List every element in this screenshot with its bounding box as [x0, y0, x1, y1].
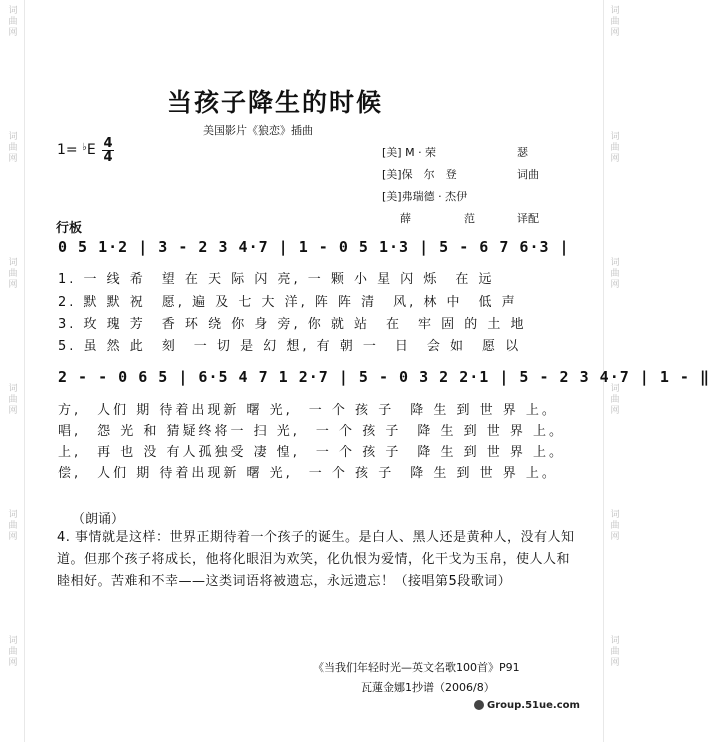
watermark-char: 词: [610, 258, 620, 268]
copyist-note: 瓦蓮金娜1抄谱（2006/8）: [361, 681, 495, 694]
watermark-char: 网: [8, 658, 18, 668]
lyric-line: 唱, 怨 光 和 猜疑终将一 扫 光, 一 个 孩 子 降 生 到 世 界 上。: [58, 424, 565, 439]
lyric-line: 1. 一 线 希 望 在 天 际 闪 亮, 一 颗 小 星 闪 烁 在 远: [58, 272, 495, 287]
key-note: E: [86, 142, 96, 158]
watermark-char: 词: [610, 6, 620, 16]
lyric-line: 偿, 人们 期 待着出现新 曙 光, 一 个 孩 子 降 生 到 世 界 上。: [58, 466, 558, 481]
watermark-char: 词: [8, 510, 18, 520]
watermark-group: [604, 630, 626, 756]
watermark-char: 网: [610, 532, 620, 542]
watermark-char: 词: [8, 6, 18, 16]
translator-name-2: 范: [464, 212, 475, 225]
lyric-line: 3. 玫 瑰 芳 香 环 绕 你 身 旁, 你 就 站 在 牢 固 的 土 地: [58, 317, 527, 332]
song-subtitle: 美国影片《狼恋》插曲: [203, 124, 313, 137]
watermark-group: [2, 0, 24, 126]
watermark-char: 曲: [8, 269, 18, 279]
score-line-1: 0 5 1·2 | 3 - 2 3 4·7 | 1 - 0 5 1·3 | 5 - 6 7 6·3 |: [58, 238, 570, 256]
translator-role: 译配: [517, 212, 539, 225]
watermark-char: 词: [8, 384, 18, 394]
watermark-char: 词: [610, 636, 620, 646]
watermark-char: 网: [8, 154, 18, 164]
watermark-group: [2, 504, 24, 630]
site-logo: [474, 700, 580, 711]
watermark-char: 曲: [8, 395, 18, 405]
watermark-group: [604, 0, 626, 126]
key-signature: [57, 142, 96, 158]
watermark-char: 网: [8, 280, 18, 290]
lyric-line: 上, 再 也 没 有人孤独受 凄 惶, 一 个 孩 子 降 生 到 世 界 上。: [58, 445, 565, 460]
watermark-group: [604, 252, 626, 378]
watermark-char: 网: [610, 28, 620, 38]
watermark-char: 网: [610, 280, 620, 290]
logo-bubble-icon: [474, 700, 484, 710]
credit-name: [美]保 尔 登: [382, 168, 457, 181]
credit-name: [美]弗瑞德 · 杰伊: [382, 190, 468, 203]
watermark-char: 网: [8, 406, 18, 416]
lyric-line: 2. 默 默 祝 愿, 遍 及 七 大 洋, 阵 阵 清 风, 林 中 低 声: [58, 295, 518, 310]
left-watermark: [2, 0, 24, 742]
time-sig-top: 4: [103, 136, 113, 151]
song-title: 当孩子降生的时候: [167, 88, 384, 117]
watermark-group: [2, 126, 24, 252]
watermark-group: [604, 126, 626, 252]
watermark-char: 曲: [8, 647, 18, 657]
key-prefix: 1=: [57, 142, 78, 158]
watermark-char: 词: [610, 384, 620, 394]
logo-text: Group.51ue.com: [487, 700, 580, 711]
watermark-char: 曲: [610, 647, 620, 657]
watermark-char: 曲: [610, 521, 620, 531]
watermark-group: [604, 504, 626, 630]
left-margin-line: [24, 0, 25, 742]
watermark-group: [2, 378, 24, 504]
watermark-group: [2, 630, 24, 756]
watermark-char: 词: [610, 132, 620, 142]
watermark-group: [2, 252, 24, 378]
flat-sign: ♭: [82, 142, 87, 153]
recite-label: （朗诵）: [72, 512, 125, 527]
watermark-char: 网: [8, 532, 18, 542]
watermark-char: 网: [8, 28, 18, 38]
watermark-char: 词: [8, 258, 18, 268]
watermark-char: 曲: [610, 269, 620, 279]
watermark-char: 网: [610, 154, 620, 164]
credit-role: 词曲: [517, 168, 539, 181]
watermark-char: 词: [8, 132, 18, 142]
lyric-line: 5. 虽 然 此 刻 一 切 是 幻 想, 有 朝 一 日 会 如 愿 以: [58, 339, 522, 354]
watermark-char: 曲: [8, 521, 18, 531]
watermark-char: 词: [610, 510, 620, 520]
watermark-char: 网: [610, 658, 620, 668]
lyric-line: 方, 人们 期 待着出现新 曙 光, 一 个 孩 子 降 生 到 世 界 上。: [58, 403, 558, 418]
verse-4-text: 4. 事情就是这样：世界正期待着一个孩子的诞生。是白人、黑人还是黄种人，没有人知道。但那个孩子将成长，他将化眼泪为欢笑，化仇恨为爱情，化干戈为玉帛，使人人和睦相好。苦难和不幸——这类词语将被遗忘，永远遗忘！（接唱第5段歌词）: [57, 530, 575, 589]
watermark-char: 词: [8, 636, 18, 646]
credit-name: [美] M · 荣: [382, 146, 437, 159]
watermark-char: 曲: [610, 143, 620, 153]
translator-name-1: 薛: [400, 212, 411, 225]
source-citation: 《当我们年轻时光—英文名歌100首》P91: [313, 661, 520, 674]
watermark-char: 曲: [610, 395, 620, 405]
watermark-char: 曲: [8, 143, 18, 153]
watermark-char: 网: [610, 406, 620, 416]
score-line-2: 2 - - 0 6 5 | 6·5 4 7 1 2·7 | 5 - 0 3 2 2·1 | 5 - 2 3 4·7 | 1 - ‖: [58, 368, 710, 386]
time-sig-bottom: 4: [103, 150, 113, 165]
time-signature: [102, 137, 114, 164]
watermark-char: 曲: [610, 17, 620, 27]
watermark-char: 曲: [8, 17, 18, 27]
watermark-group: [604, 378, 626, 504]
tempo-marking: 行板: [56, 221, 83, 236]
credit-role: 瑟: [517, 146, 528, 159]
